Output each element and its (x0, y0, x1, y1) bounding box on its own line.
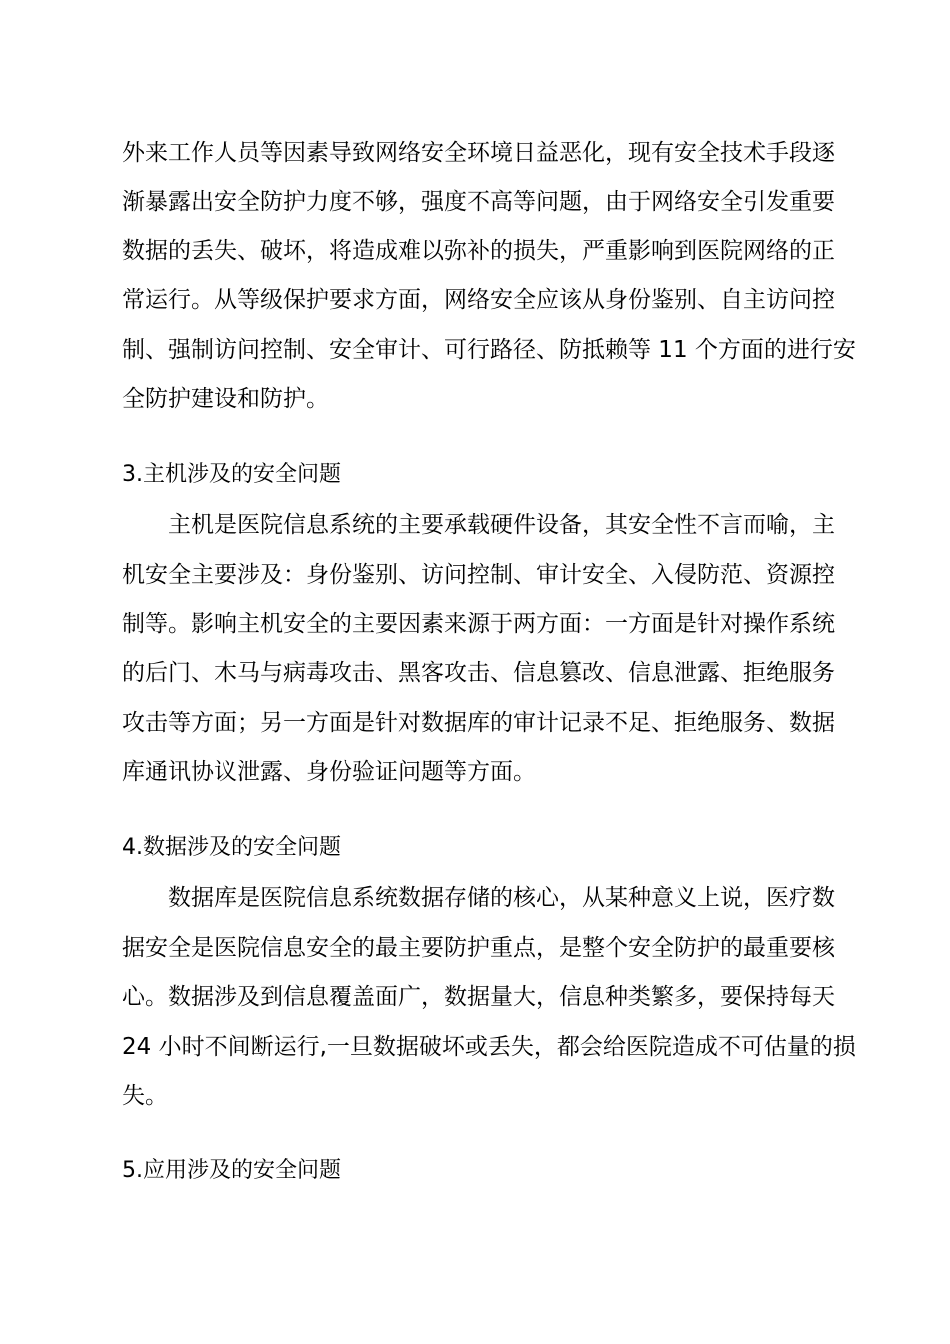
section-heading-host: 3.主机涉及的安全问题 (122, 462, 341, 487)
paragraph-host-line-5: 攻击等方面；另一方面是针对数据库的审计记录不足、拒绝服务、数据 (122, 710, 835, 736)
paragraph-network-line-2: 渐暴露出安全防护力度不够，强度不高等问题，由于网络安全引发重要 (122, 189, 835, 215)
paragraph-data-line-2: 据安全是医院信息安全的最主要防护重点，是整个安全防护的最重要核 (122, 935, 835, 961)
paragraph-data-line-3: 心。数据涉及到信息覆盖面广，数据量大，信息种类繁多，要保持每天 (122, 984, 835, 1010)
paragraph-network-line-3: 数据的丢失、破坏，将造成难以弥补的损失，严重影响到医院网络的正 (122, 238, 835, 264)
paragraph-data-line-4: 24 小时不间断运行,一旦数据破坏或丢失，都会给医院造成不可估量的损 (122, 1034, 856, 1060)
paragraph-host-line-1: 主机是医院信息系统的主要承载硬件设备，其安全性不言而喻，主 (168, 512, 835, 538)
paragraph-data-line-5: 失。 (122, 1083, 168, 1109)
paragraph-network-line-5: 制、强制访问控制、安全审计、可行路径、防抵赖等 11 个方面的进行安 (122, 337, 856, 363)
section-heading-application: 5.应用涉及的安全问题 (122, 1158, 341, 1183)
paragraph-host-line-2: 机安全主要涉及：身份鉴别、访问控制、审计安全、入侵防范、资源控 (122, 562, 835, 588)
paragraph-host-line-4: 的后门、木马与病毒攻击、黑客攻击、信息篡改、信息泄露、拒绝服务 (122, 660, 835, 686)
paragraph-network-line-4: 常运行。从等级保护要求方面，网络安全应该从身份鉴别、自主访问控 (122, 287, 835, 313)
section-heading-data: 4.数据涉及的安全问题 (122, 835, 341, 860)
paragraph-data-line-1: 数据库是医院信息系统数据存储的核心，从某种意义上说，医疗数 (168, 885, 835, 911)
paragraph-host-line-3: 制等。影响主机安全的主要因素来源于两方面：一方面是针对操作系统 (122, 611, 835, 637)
paragraph-network-line-1: 外来工作人员等因素导致网络安全环境日益恶化，现有安全技术手段逐 (122, 140, 835, 166)
paragraph-host-line-6: 库通讯协议泄露、身份验证问题等方面。 (122, 759, 536, 785)
paragraph-network-line-6: 全防护建设和防护。 (122, 386, 329, 412)
